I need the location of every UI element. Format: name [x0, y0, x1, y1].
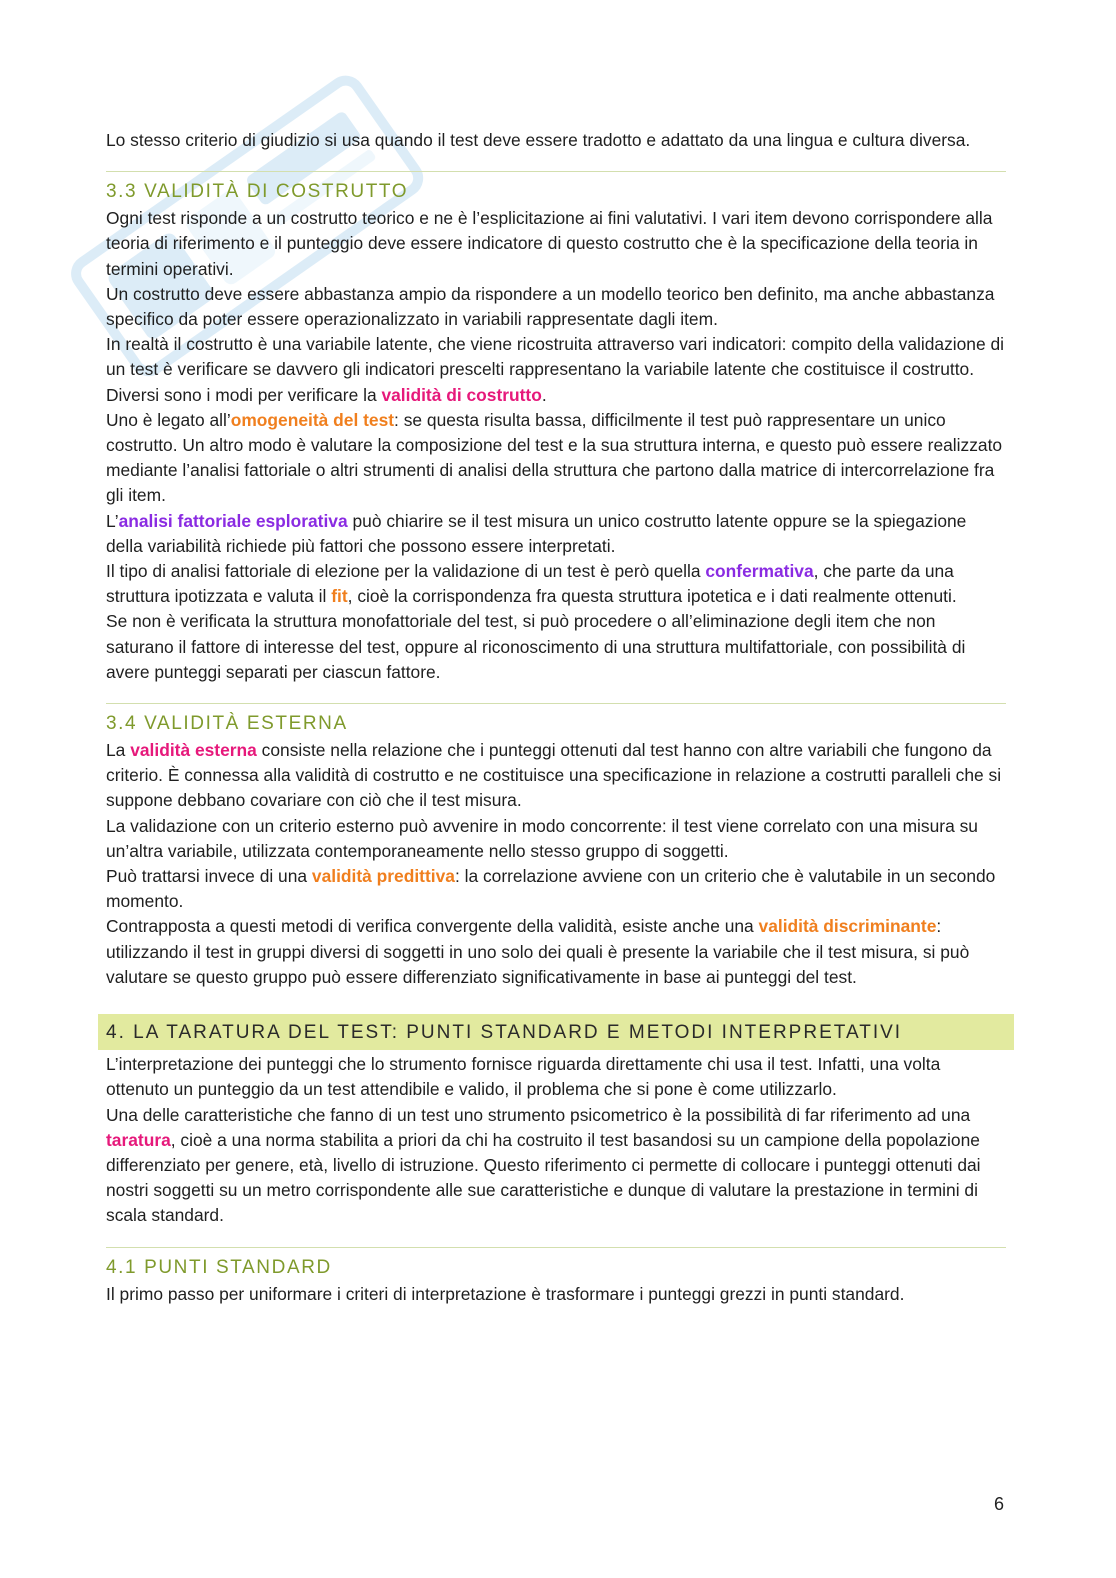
paragraph: L’interpretazione dei punteggi che lo strumento fornisce riguarda direttamente chi usa il test. Infatti, una volta ottenuto un punteggio da un test attendibile e valido, il problema che si pone è come utilizzarlo.: [106, 1054, 941, 1100]
paragraph: Diversi sono i modi per verificare la validità di costrutto.: [106, 384, 547, 405]
paragraph: Un costrutto deve essere abbastanza ampio da rispondere a un modello teorico ben definito, ma anche abbastanza specifico da poter essere operazionalizzato in variabili rappresentate dagli item.: [106, 283, 995, 330]
paragraph: La validazione con un criterio esterno può avvenire in modo concorrente: il test viene correlato con una misura su un’altra variabile, utilizzata contemporaneamente nello stesso gruppo di soggetti.: [106, 815, 978, 861]
paragraph: Il primo passo per uniformare i criteri di interpretazione è trasformare i punteggi grezzi in punti standard.: [106, 1283, 905, 1304]
paragraph: Il tipo di analisi fattoriale di elezione per la validazione di un test è però quella confermativa, che parte da una struttura ipotizzata e valuta il fit, cioè la corrispondenza fra questa struttura ipotetica e i dati realmente ottenuti.: [106, 561, 957, 607]
paragraph: L’analisi fattoriale esplorativa può chiarire se il test misura un unico costrutto latente oppure se la spiegazione della variabilità richiede più fattori che possono essere interpretati.: [106, 510, 967, 556]
chapter-heading-4: 4. LA TARATURA DEL TEST: PUNTI STANDARD E METODI INTERPRETATIVI: [98, 1014, 1014, 1050]
highlight-term: validità di costrutto: [381, 384, 542, 405]
highlight-term: validità predittiva: [311, 866, 455, 887]
document-body: [106, 128, 1006, 1307]
highlight-term: validità esterna: [130, 740, 257, 761]
paragraph: La validità esterna consiste nella relazione che i punteggi ottenuti dal test hanno con altre variabili che fungono da criterio. È connessa alla validità di costrutto e ne costituisce una specificazione in relazione a costrutti paralleli che si suppone debbano covariare con ciò che il test misura.: [106, 740, 1002, 811]
paragraph: Una delle caratteristiche che fanno di un test uno strumento psicometrico è la possibilità di far riferimento ad una taratura, cioè a una norma stabilita a priori da chi ha costruito il test basandosi su un campione della popolazione differenziato per genere, età, livello di istruzione. Questo riferimento ci permette di collocare i punteggi ottenuti dai nostri soggetti su un metro corrispondente alle sue caratteristiche e dunque di valutare la prestazione in termini di scala standard.: [106, 1104, 981, 1226]
highlight-term: taratura: [106, 1129, 171, 1150]
section-heading-4-1: 4.1 PUNTI STANDARD: [106, 1247, 1006, 1282]
intro-paragraph: Lo stesso criterio di giudizio si usa quando il test deve essere tradotto e adattato da una lingua e cultura diversa.: [106, 130, 971, 150]
section-heading-3-3: 3.3 VALIDITÀ DI COSTRUTTO: [106, 171, 1006, 206]
page-number: 6: [993, 1494, 1004, 1514]
paragraph: Può trattarsi invece di una validità predittiva: la correlazione avviene con un criterio che è valutabile in un secondo momento.: [106, 866, 996, 912]
highlight-term: confermativa: [705, 561, 814, 582]
paragraph: Uno è legato all’omogeneità del test: se questa risulta bassa, difficilmente il test può rappresentare un unico costrutto. Un altro modo è valutare la composizione del test e la sua struttura interna, e questo può essere realizzato mediante l’analisi fattoriale o altri strumenti di analisi della struttura che partono dalla matrice di intercorrelazione fra gli item.: [106, 409, 1003, 506]
paragraph: Ogni test risponde a un costrutto teorico e ne è l’esplicitazione ai fini valutativi. I vari item devono corrispondere alla teoria di riferimento e il punteggio deve essere indicatore di questo costrutto che è la specificazione della teoria in termini operativi.: [106, 208, 993, 279]
highlight-term: omogeneità del test: [230, 409, 395, 430]
highlight-term: validità discriminante: [758, 916, 937, 937]
highlight-term: fit: [331, 586, 348, 607]
section-heading-3-4: 3.4 VALIDITÀ ESTERNA: [106, 703, 1006, 738]
paragraph: In realtà il costrutto è una variabile latente, che viene ricostruita attraverso vari indicatori: compito della validazione di un test è verificare se davvero gli indicatori prescelti rappresentano la variabile latente che costituisce il costrutto.: [106, 334, 1005, 380]
paragraph: Contrapposta a questi metodi di verifica convergente della validità, esiste anche una validità discriminante: utilizzando il test in gruppi diversi di soggetti in uno solo dei quali è presente la variabile che il test misura, si può valutare se questo gruppo può essere differenziato significativamente in base ai punteggi del test.: [106, 916, 970, 987]
paragraph: Se non è verificata la struttura monofattoriale del test, si può procedere o all’eliminazione degli item che non saturano il fattore di interesse del test, oppure al riconoscimento di una struttura multifattoriale, con possibilità di avere punteggi separati per ciascun fattore.: [106, 611, 966, 682]
highlight-term: analisi fattoriale esplorativa: [118, 510, 348, 531]
